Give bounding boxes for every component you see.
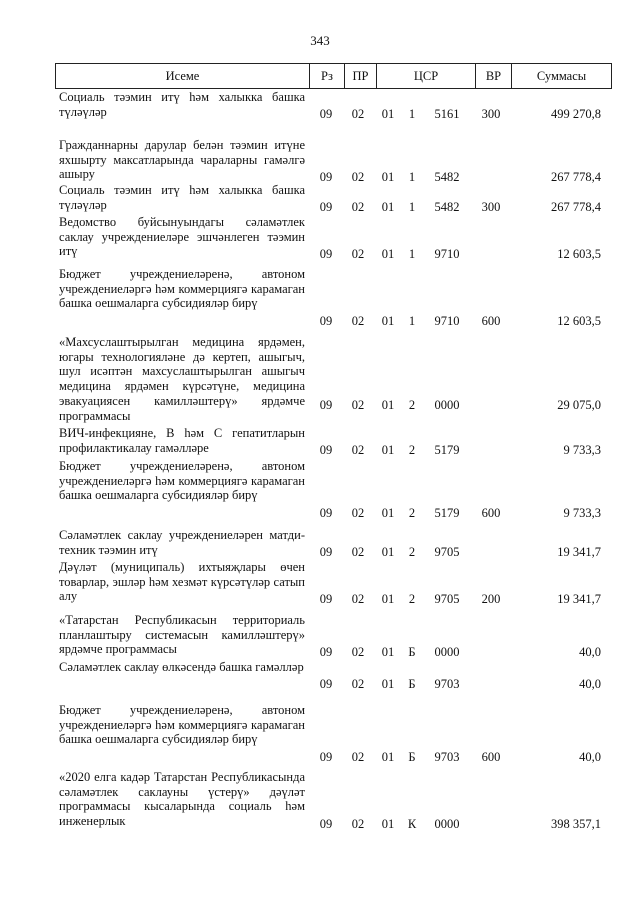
row-codes	[55, 677, 612, 692]
code-csr-2: 1	[408, 314, 416, 328]
row-codes	[55, 247, 612, 262]
amount: 9 733,3	[563, 506, 601, 520]
code-csr-1: 01	[381, 107, 395, 121]
code-rz: 09	[319, 247, 333, 261]
code-csr-1: 01	[381, 398, 395, 412]
code-csr-1: 01	[381, 506, 395, 520]
code-csr-2: Б	[408, 750, 416, 764]
code-csr-1: 01	[381, 677, 395, 691]
code-pr: 02	[351, 443, 365, 457]
table-header	[55, 63, 612, 89]
header-name: Исеме	[165, 69, 200, 83]
amount: 40,0	[579, 677, 601, 691]
code-rz: 09	[319, 506, 333, 520]
code-pr: 02	[351, 645, 365, 659]
code-rz: 09	[319, 817, 333, 831]
code-vr: 600	[481, 506, 501, 520]
code-csr-2: 1	[408, 200, 416, 214]
amount: 267 778,4	[551, 170, 601, 184]
code-csr-3: 5482	[434, 170, 460, 184]
row-name: Ведомство буйсынуындагы сәламәтлек саклау учреждениеләре эшчәнлеген тәэмин итү	[59, 215, 305, 259]
code-rz: 09	[319, 645, 333, 659]
code-pr: 02	[351, 592, 365, 606]
code-csr-2: 1	[408, 247, 416, 261]
row-name: Социаль тәэмин итү һәм халыкка башка түләүләр	[59, 183, 305, 212]
row-name: Сәламәтлек саклау өлкәсендә башка гамәлләр	[59, 660, 304, 674]
code-csr-2: 2	[408, 443, 416, 457]
row-name: Бюджет учреждениеләренә, автоном учреждениеләргә һәм коммерциягә карамаган башка оешмаларга субсидияләр бирү	[59, 267, 305, 311]
code-csr-3: 9703	[434, 677, 460, 691]
code-csr-1: 01	[381, 592, 395, 606]
code-csr-1: 01	[381, 750, 395, 764]
code-pr: 02	[351, 506, 365, 520]
code-csr-2: К	[407, 817, 417, 831]
row-codes	[55, 645, 612, 660]
code-rz: 09	[319, 398, 333, 412]
code-csr-3: 9705	[434, 592, 460, 606]
row-codes	[55, 545, 612, 560]
code-pr: 02	[351, 107, 365, 121]
code-csr-1: 01	[381, 170, 395, 184]
amount: 29 075,0	[557, 398, 601, 412]
amount: 499 270,8	[551, 107, 601, 121]
code-rz: 09	[319, 677, 333, 691]
code-csr-2: 1	[408, 170, 416, 184]
amount: 267 778,4	[551, 200, 601, 214]
code-csr-2: Б	[408, 645, 416, 659]
code-vr: 200	[481, 592, 501, 606]
row-codes	[55, 750, 612, 765]
code-rz: 09	[319, 107, 333, 121]
row-name: Сәламәтлек саклау учреждениеләрен матди-техник тәэмин итү	[59, 528, 305, 557]
header-rz: Рз	[309, 64, 344, 88]
code-rz: 09	[319, 170, 333, 184]
code-csr-3: 5482	[434, 200, 460, 214]
code-csr-3: 9710	[434, 247, 460, 261]
code-pr: 02	[351, 750, 365, 764]
code-csr-1: 01	[381, 200, 395, 214]
amount: 12 603,5	[557, 314, 601, 328]
row-codes	[55, 314, 612, 329]
amount: 19 341,7	[557, 592, 601, 606]
header-vr: ВР	[475, 64, 511, 88]
row-codes	[55, 398, 612, 413]
budget-table	[55, 63, 612, 831]
code-pr: 02	[351, 545, 365, 559]
code-vr: 600	[481, 314, 501, 328]
code-csr-1: 01	[381, 545, 395, 559]
code-csr-1: 01	[381, 817, 395, 831]
amount: 19 341,7	[557, 545, 601, 559]
code-csr-2: 2	[408, 592, 416, 606]
row-codes	[55, 107, 612, 122]
amount: 40,0	[579, 645, 601, 659]
header-sum: Суммасы	[511, 64, 611, 88]
code-csr-2: Б	[408, 677, 416, 691]
row-name: Бюджет учреждениеләренә, автоном учреждениеләргә һәм коммерциягә карамаган башка оешмаларга субсидияләр бирү	[59, 703, 305, 747]
code-vr: 300	[481, 200, 501, 214]
header-pr: ПР	[344, 64, 376, 88]
code-pr: 02	[351, 677, 365, 691]
code-csr-1: 01	[381, 247, 395, 261]
row-name: ВИЧ-инфекцияне, В һәм С гепатитларын профилактикалау гамәлләре	[59, 426, 305, 455]
code-csr-3: 5161	[434, 107, 460, 121]
code-csr-2: 2	[408, 506, 416, 520]
code-rz: 09	[319, 443, 333, 457]
code-csr-3: 0000	[434, 398, 460, 412]
row-name: Социаль тәэмин итү һәм халыкка башка түләүләр	[59, 90, 305, 119]
code-vr: 300	[481, 107, 501, 121]
row-name: «2020 елга кадәр Татарстан Республикасында сәламәтлек саклауны үстерү» дәүләт программасы кысаларында социаль һәм инженерлык	[59, 770, 305, 829]
code-pr: 02	[351, 817, 365, 831]
code-rz: 09	[319, 200, 333, 214]
code-pr: 02	[351, 200, 365, 214]
code-csr-3: 9710	[434, 314, 460, 328]
code-rz: 09	[319, 314, 333, 328]
row-codes	[55, 506, 612, 521]
code-csr-1: 01	[381, 314, 395, 328]
row-name: Гражданнарны дарулар белән тәэмин итүне яхшырту максатларында чараларны гамәлгә ашыру	[59, 138, 305, 182]
amount: 12 603,5	[557, 247, 601, 261]
code-pr: 02	[351, 170, 365, 184]
row-name: «Татарстан Республикасын территориаль планлаштыру системасын камилләштерү» ярдәмче программасы	[59, 613, 305, 657]
code-csr-1: 01	[381, 443, 395, 457]
row-name: «Махсуслаштырылган медицина ярдәмен, югары технологияләне дә кертеп, ашыгыч, шул исәптән махсуслаштырылган ашыгыч медицина ярдәмен күрсәтүне, медицина эвакуациясен камилләштерү» ярдәмче программасы	[59, 335, 305, 423]
row-codes	[55, 817, 612, 832]
code-csr-3: 0000	[434, 817, 460, 831]
amount: 9 733,3	[563, 443, 601, 457]
amount: 398 357,1	[551, 817, 601, 831]
code-csr-1: 01	[381, 645, 395, 659]
code-pr: 02	[351, 314, 365, 328]
code-csr-3: 9705	[434, 545, 460, 559]
amount: 40,0	[579, 750, 601, 764]
code-vr: 600	[481, 750, 501, 764]
code-rz: 09	[319, 592, 333, 606]
code-rz: 09	[319, 750, 333, 764]
row-codes	[55, 592, 612, 607]
code-csr-2: 1	[408, 107, 416, 121]
row-codes	[55, 200, 612, 215]
code-pr: 02	[351, 247, 365, 261]
row-name: Бюджет учреждениеләренә, автоном учреждениеләргә һәм коммерциягә карамаган башка оешмаларга субсидияләр бирү	[59, 459, 305, 503]
code-csr-3: 9703	[434, 750, 460, 764]
header-csr: ЦСР	[376, 64, 475, 88]
code-pr: 02	[351, 398, 365, 412]
code-csr-2: 2	[408, 545, 416, 559]
code-csr-3: 5179	[434, 506, 460, 520]
row-codes	[55, 443, 612, 458]
code-csr-3: 0000	[434, 645, 460, 659]
row-name: Дәүләт (муниципаль) ихтыяҗлары өчен товарлар, эшләр һәм хезмәт күрсәтүләр сатып алу	[59, 560, 305, 604]
code-rz: 09	[319, 545, 333, 559]
code-csr-3: 5179	[434, 443, 460, 457]
page-number: 343	[310, 33, 330, 48]
code-csr-2: 2	[408, 398, 416, 412]
